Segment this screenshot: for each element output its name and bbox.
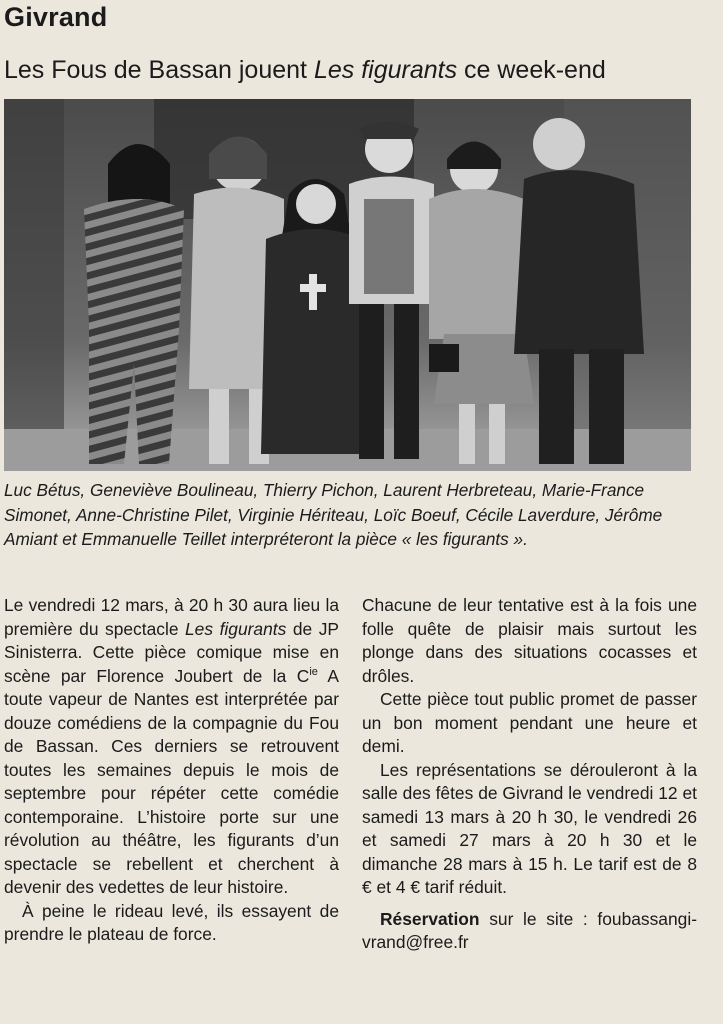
headline-text-end: ce week-end xyxy=(457,56,606,84)
superscript-abbrev: ie xyxy=(309,665,318,678)
reservation-contact: sur le site : foubassangivrand@free.fr xyxy=(362,908,697,952)
section-place-name: Givrand xyxy=(4,2,108,32)
play-title-inline: Les figurants xyxy=(185,618,287,639)
reservation-paragraph xyxy=(362,908,697,955)
cast-photo xyxy=(4,99,691,471)
body-column-left xyxy=(4,594,339,947)
cast-photo-illustration xyxy=(4,99,691,471)
body-column-right xyxy=(362,594,697,955)
body-paragraph xyxy=(4,594,339,900)
article-headline xyxy=(4,54,719,86)
photo-caption: Luc Bétus, Geneviève Boulineau, Thierry Pichon, Laurent Herbreteau, Marie-France Simonet, Anne-Christine Pilet, Virginie Hériteau, Loïc Boeuf, Cécile Laverdure, Jérôme Amiant et Emmanuelle Teillet interpréteront la pièce « les figurants ». xyxy=(4,480,663,549)
body-text: Le vendredi 12 mars, à 20 h 30 aura lieu la première du spectacle xyxy=(4,595,339,639)
body-paragraph: À peine le rideau levé, ils essayent de prendre le plateau de force. xyxy=(4,900,339,944)
body-paragraph: Les représentations se dérouleront à la salle des fêtes de Givrand le vendredi 12 et samedi 13 mars à 20 h 30, le vendredi 26 et samedi 27 mars à 20 h 30 et le dimanche 28 mars à 15 h. Le tarif est de 8 € et 4 € tarif réduit. xyxy=(362,759,697,897)
body-paragraph: Cette pièce tout public promet de passer un bon moment pendant une heure et demi. xyxy=(362,689,697,756)
body-text: de JP Sinisterra. Cette pièce comique mise en scène par Florence Joubert de la C xyxy=(4,618,339,686)
body-text: A toute vapeur de Nantes est interprétée par douze comédiens de la compagnie du Fou de Bassan. Ces derniers se retrouvent toutes les semaines depuis le mois de septembre pour répéter cette comédie contemporaine. L’histoire porte sur une révolution au théâtre, les figurants d’un spectacle se rebellent et cherchent à devenir des vedettes de leur histoire. xyxy=(4,665,339,897)
reservation-label: Réservation xyxy=(380,908,480,929)
headline-play-title: Les figurants xyxy=(313,56,458,84)
headline-text-start: Les Fous de Bassan jouent xyxy=(4,56,314,84)
body-paragraph: Chacune de leur tentative est à la fois une folle quête de plaisir mais surtout les plonge dans des situations cocasses et drôles. xyxy=(362,595,697,686)
